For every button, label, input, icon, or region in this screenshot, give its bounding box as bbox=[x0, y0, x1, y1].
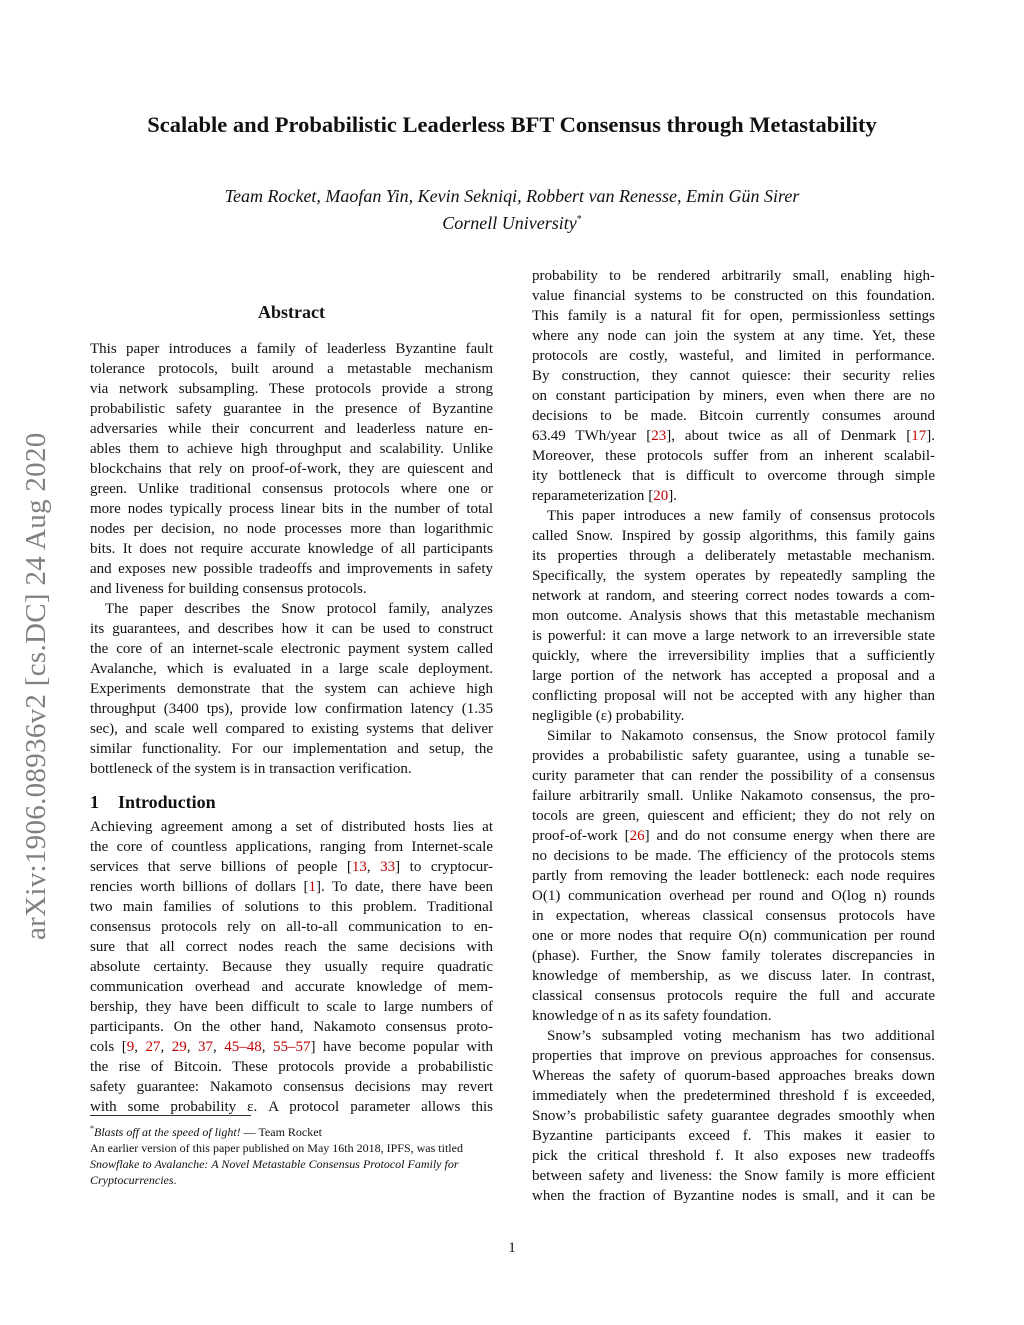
text-line: negligible (ε) probability. bbox=[532, 708, 685, 724]
text-line: value financial systems to be constructed on this foundation. bbox=[532, 288, 935, 304]
citation-link[interactable]: 9 bbox=[126, 1039, 135, 1055]
text-line: no decisions to be made. The efficiency of the protocols stems bbox=[532, 848, 935, 864]
text-line: via network subsampling. These protocols provide a strong bbox=[90, 381, 493, 397]
text-line: proof-of-work [26] and do not consume energy when there are bbox=[532, 828, 935, 844]
citation-link[interactable]: 17 bbox=[911, 428, 927, 444]
text-line: Whereas the safety of quorum-based approaches breaks down bbox=[532, 1068, 935, 1084]
text-line: the rise of Bitcoin. These protocols provide a probabilistic bbox=[90, 1059, 493, 1075]
text-line: ity bottleneck that is difficult to overcome through simple bbox=[532, 468, 935, 484]
affiliation-name: Cornell University bbox=[442, 213, 577, 233]
text-line: The paper describes the Snow protocol family, analyzes bbox=[105, 601, 493, 617]
text-line: Snow’s probabilistic safety guarantee degrades smoothly when bbox=[532, 1108, 935, 1124]
text-line: properties that improve on previous approaches for consensus. bbox=[532, 1048, 935, 1064]
footnote-quote: Blasts off at the speed of light! bbox=[94, 1125, 241, 1139]
paragraph bbox=[90, 599, 493, 779]
text-line: absolute certainty. Because they usually require quadratic bbox=[90, 959, 493, 975]
text-line: immediately when the predetermined threshold f is exceeded, bbox=[532, 1088, 935, 1104]
paragraph bbox=[90, 817, 493, 1117]
text-line: adversaries while their concurrent and leaderless nature en- bbox=[90, 421, 493, 437]
left-column bbox=[90, 300, 493, 1117]
text-line: probabilistic safety guarantee in the presence of Byzantine bbox=[90, 401, 493, 417]
text-line: ables them to achieve high throughput and scalability. Unlike bbox=[90, 441, 493, 457]
text-line: participants. On the other hand, Nakamoto consensus proto- bbox=[90, 1019, 493, 1035]
text-line: decisions to be made. Bitcoin currently consumes around bbox=[532, 408, 935, 424]
text-line: By construction, they cannot quiesce: their security relies bbox=[532, 368, 935, 384]
section-number: 1 bbox=[90, 792, 99, 812]
text-line: Similar to Nakamoto consensus, the Snow protocol family bbox=[547, 728, 935, 744]
text-line: its properties through a deliberately metastable mechanism. bbox=[532, 548, 935, 564]
text-line: protocols are costly, wasteful, and limited in performance. bbox=[532, 348, 935, 364]
text-line: This family is a natural fit for open, permissionless settings bbox=[532, 308, 935, 324]
paragraph bbox=[90, 339, 493, 599]
text-line: the core of countless applications, ranging from Internet-scale bbox=[90, 839, 493, 855]
text-line: 63.49 TWh/year [23], about twice as all of Denmark [17]. bbox=[532, 428, 936, 444]
text-line: between safety and liveness: the Snow family is more efficient bbox=[532, 1168, 935, 1184]
citation-link[interactable]: 29 bbox=[171, 1039, 187, 1055]
paragraph bbox=[532, 726, 935, 1026]
footnote-period: . bbox=[173, 1173, 177, 1187]
arxiv-identifier-stamp: arXiv:1906.08936v2 [cs.DC] 24 Aug 2020 bbox=[20, 432, 52, 940]
citation-link[interactable]: 27 bbox=[145, 1039, 161, 1055]
text-line: is powerful: it can move a large network to an irreversible state bbox=[532, 628, 935, 644]
text-line: pick the critical threshold f. It also exposes new tradeoffs bbox=[532, 1148, 935, 1164]
text-line: This paper introduces a family of leaderless Byzantine fault bbox=[90, 341, 493, 357]
text-line: classical consensus protocols require the full and accurate bbox=[532, 988, 935, 1004]
page-number: 1 bbox=[508, 1240, 516, 1256]
affiliation-footnote-mark: * bbox=[576, 214, 582, 225]
text-line: green. Unlike traditional consensus protocols where one or bbox=[90, 481, 493, 497]
footnote bbox=[90, 1121, 493, 1188]
text-line: failure arbitrarily small. Unlike Nakamoto consensus, the pro- bbox=[532, 788, 935, 804]
text-line: rencies worth billions of dollars [1]. To date, there have been bbox=[90, 879, 494, 895]
text-line: bottleneck of the system is in transaction verification. bbox=[90, 761, 412, 777]
section-heading-introduction bbox=[90, 787, 493, 817]
text-line: and liveness for building consensus protocols. bbox=[90, 581, 367, 597]
footnote-earlier-title: Snowflake to Avalanche: A Novel Metastable Consensus Protocol Family for Cryptocurrencies bbox=[90, 1157, 459, 1187]
footnote-attribution: — Team Rocket bbox=[240, 1125, 322, 1139]
citation-link[interactable]: 45–48 bbox=[224, 1039, 262, 1055]
text-line: provides a probabilistic safety guarantee, using a tunable se- bbox=[532, 748, 935, 764]
text-line: Experiments demonstrate that the system can achieve high bbox=[90, 681, 493, 697]
text-line: bits. It does not require accurate knowledge of all participants bbox=[90, 541, 493, 557]
text-line: called Snow. Inspired by gossip algorithms, this family gains bbox=[532, 528, 935, 544]
text-line: knowledge of n as its safety foundation. bbox=[532, 1008, 772, 1024]
citation-link[interactable]: 33 bbox=[380, 859, 396, 875]
text-line: O(1) communication overhead per round and O(log n) rounds bbox=[532, 888, 935, 904]
abstract-heading: Abstract bbox=[258, 302, 325, 322]
text-line: the core of an internet-scale electronic payment system called bbox=[90, 641, 493, 657]
text-line: tolerance protocols, built around a metastable mechanism bbox=[90, 361, 493, 377]
text-line: and exposes new possible tradeoffs and improvements in safety bbox=[90, 561, 493, 577]
citation-link[interactable]: 1 bbox=[308, 879, 316, 895]
right-column-body bbox=[532, 266, 935, 1206]
text-line: cols [9, 27, 29, 37, 45–48, 55–57] have become popular with bbox=[90, 1039, 494, 1055]
affiliation bbox=[0, 208, 1024, 235]
text-line: This paper introduces a new family of consensus protocols bbox=[547, 508, 935, 524]
text-line: where any node can join the system at any time. Yet, these bbox=[532, 328, 935, 344]
text-line: communication overhead and accurate knowledge of mem- bbox=[90, 979, 493, 995]
text-line: two main families of solutions to this problem. Traditional bbox=[90, 899, 493, 915]
text-line: with some probability ε. A protocol parameter allows this bbox=[90, 1099, 493, 1115]
text-line: blockchains that rely on proof-of-work, they are quiescent and bbox=[90, 461, 493, 477]
text-line: Snow’s subsampled voting mechanism has two additional bbox=[547, 1028, 935, 1044]
text-line: in expectation, whereas classical consensus protocols have bbox=[532, 908, 935, 924]
text-line: reparameterization [20]. bbox=[532, 488, 677, 504]
text-line: Moreover, these protocols suffer from an inherent scalabil- bbox=[532, 448, 935, 464]
text-line: when the fraction of Byzantine nodes is small, and it can be bbox=[532, 1188, 935, 1204]
text-line: similar functionality. For our implementation and setup, the bbox=[90, 741, 493, 757]
text-line: its guarantees, and describes how it can be used to construct bbox=[90, 621, 493, 637]
right-column bbox=[532, 266, 935, 1206]
paper-title: Scalable and Probabilistic Leaderless BFT Consensus through Metastability bbox=[147, 112, 877, 137]
text-line: knowledge of membership, as we discuss later. In contrast, bbox=[532, 968, 935, 984]
paragraph bbox=[532, 506, 935, 726]
author-block bbox=[0, 184, 1024, 235]
paragraph bbox=[532, 266, 935, 506]
text-line: sec), and scale well compared to existing systems that deliver bbox=[90, 721, 493, 737]
text-line: services that serve billions of people [13, 33] to cryptocur- bbox=[90, 859, 494, 875]
text-line: Specifically, the system operates by repeatedly sampling the bbox=[532, 568, 935, 584]
text-line: on constant participation by miners, even when there are no bbox=[532, 388, 935, 404]
text-line: network at random, and steering correct nodes towards a com- bbox=[532, 588, 935, 604]
text-line: (phase). Further, the Snow family tolerates discrepancies in bbox=[532, 948, 935, 964]
citation-link[interactable]: 37 bbox=[197, 1039, 213, 1055]
text-line: one or more nodes that require O(n) communication per round bbox=[532, 928, 935, 944]
citation-link[interactable]: 20 bbox=[653, 488, 669, 504]
text-line: probability to be rendered arbitrarily small, enabling high- bbox=[532, 268, 935, 284]
text-line: consensus protocols rely on all-to-all communication to en- bbox=[90, 919, 493, 935]
author-list: Team Rocket, Maofan Yin, Kevin Sekniqi, Robbert van Renesse, Emin Gün Sirer bbox=[224, 186, 800, 206]
text-line: sure that all correct nodes reach the same decisions with bbox=[90, 939, 493, 955]
text-line: conflicting proposal will not be accepted with any higher than bbox=[532, 688, 935, 704]
text-line: partly from removing the leader bottleneck: each node requires bbox=[532, 868, 935, 884]
text-line: nodes per decision, no node processes more than logarithmic bbox=[90, 521, 493, 537]
footnote-rule bbox=[90, 1115, 251, 1116]
text-line: throughput (3400 tps), provide low confirmation latency (1.35 bbox=[90, 701, 493, 717]
footnote-mark: * bbox=[90, 1124, 94, 1133]
text-line: Byzantine participants exceed f. This makes it easier to bbox=[532, 1128, 935, 1144]
text-line: tocols are green, quiescent and efficient; they do not rely on bbox=[532, 808, 935, 824]
text-line: Achieving agreement among a set of distributed hosts lies at bbox=[90, 819, 493, 835]
text-line: quickly, where the irreversibility implies that a sufficiently bbox=[532, 648, 935, 664]
citation-link[interactable]: 26 bbox=[629, 828, 645, 844]
text-line: large portion of the network has accepted a proposal and a bbox=[532, 668, 935, 684]
text-line: bership, they have been difficult to scale to large numbers of bbox=[90, 999, 493, 1015]
abstract-body bbox=[90, 339, 493, 779]
introduction-body bbox=[90, 817, 493, 1117]
text-line: more nodes typically process linear bits in the number of total bbox=[90, 501, 493, 517]
citation-link[interactable]: 13 bbox=[351, 859, 367, 875]
footnote-earlier-version: An earlier version of this paper published on May 16th 2018, IPFS, was titled bbox=[90, 1141, 463, 1155]
text-line: mon outcome. Analysis shows that this metastable mechanism bbox=[532, 608, 935, 624]
section-title: Introduction bbox=[118, 792, 216, 812]
paragraph bbox=[532, 1026, 935, 1206]
text-line: safety guarantee: Nakamoto consensus decisions may revert bbox=[90, 1079, 493, 1095]
text-line: Avalanche, which is evaluated in a large scale deployment. bbox=[90, 661, 493, 677]
citation-link[interactable]: 55–57 bbox=[273, 1039, 311, 1055]
citation-link[interactable]: 23 bbox=[651, 428, 667, 444]
text-line: curity parameter that can render the possibility of a consensus bbox=[532, 768, 935, 784]
